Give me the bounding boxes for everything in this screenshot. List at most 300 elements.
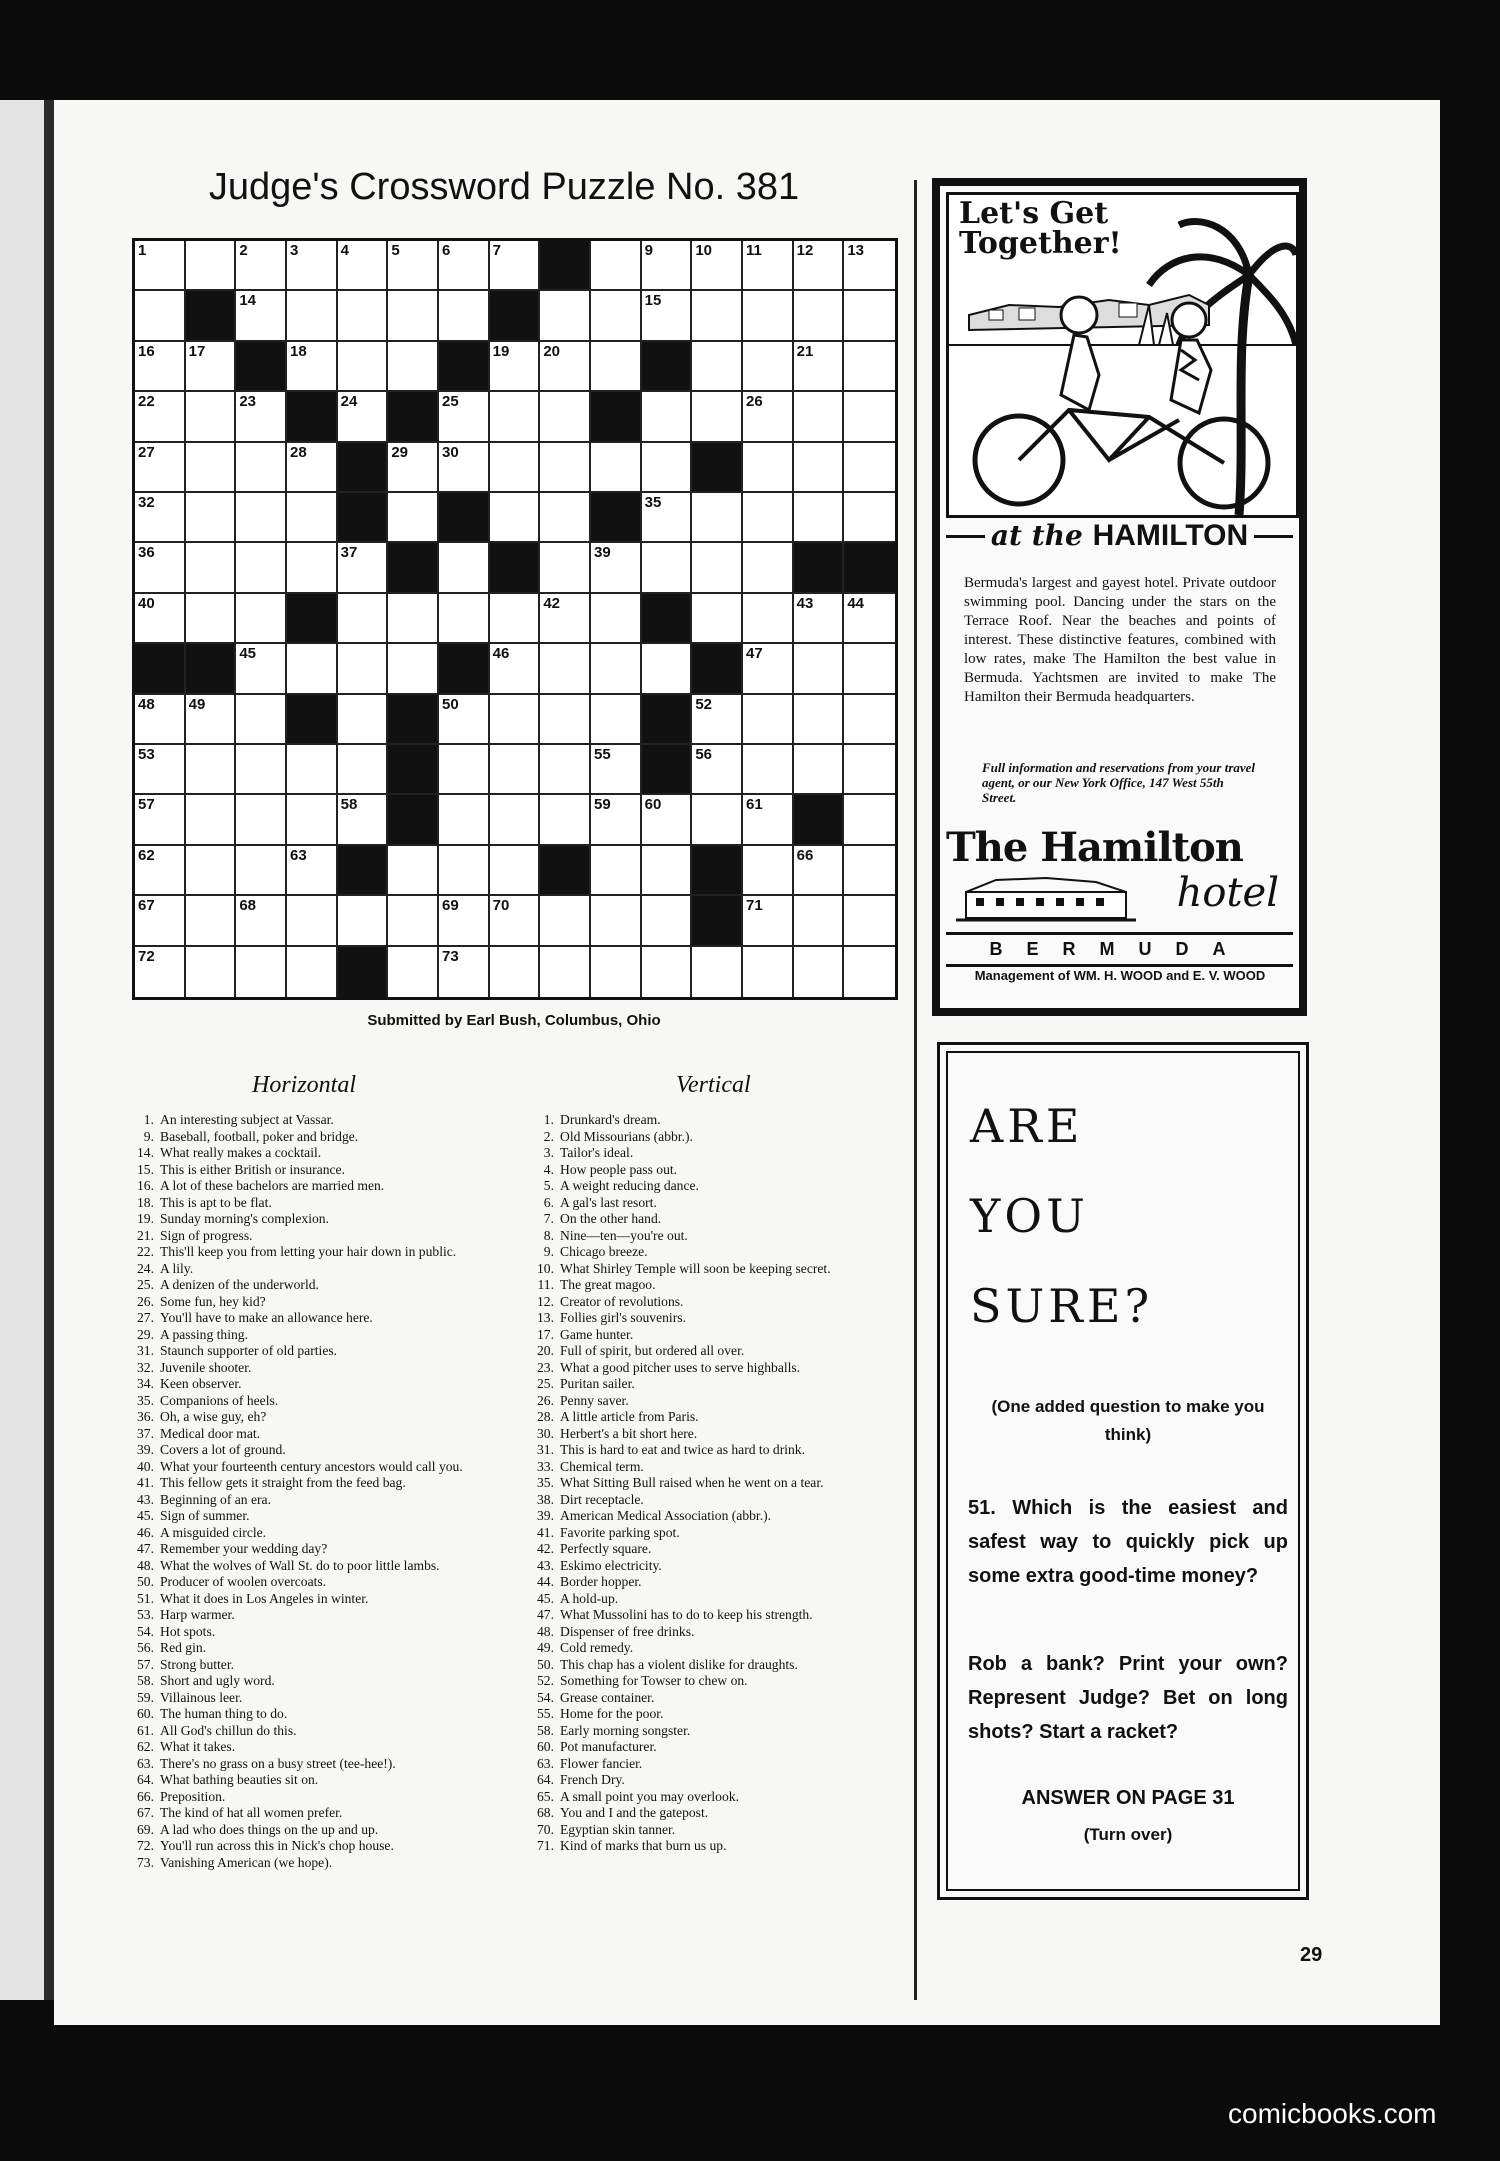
grid-cell <box>236 644 287 694</box>
clue-item-number: 39. <box>537 1508 554 1523</box>
clue-item <box>530 1162 970 1179</box>
clue-item-number: 43. <box>537 1557 554 1573</box>
grid-cell <box>642 947 693 997</box>
clue-item-text: Puritan sailer. <box>560 1376 635 1391</box>
clue-number: 25 <box>442 393 459 411</box>
site-watermark: comicbooks.com <box>1228 2098 1437 2129</box>
clue-number: 60 <box>644 796 662 814</box>
grid-cell <box>642 795 693 845</box>
grid-block <box>490 291 541 341</box>
grid-cell <box>287 846 338 896</box>
grid-cell <box>540 795 591 845</box>
clue-item <box>130 1409 566 1426</box>
grid-cell <box>591 342 642 392</box>
grid-cell <box>844 291 895 341</box>
puzzle-title: Judge's Crossword Puzzle No. 381 <box>208 166 800 208</box>
grid-cell <box>236 493 287 543</box>
clue-number: 15 <box>644 292 662 310</box>
grid-cell <box>692 543 743 593</box>
grid-block <box>642 342 693 392</box>
clue-item-text: You and I and the gatepost. <box>560 1805 709 1820</box>
clue-item-text: Follies girl's souvenirs. <box>560 1310 686 1325</box>
strap-text <box>991 519 1248 553</box>
clue-item-number: 59. <box>137 1689 154 1705</box>
are-you-sure-ad <box>937 1042 1309 1900</box>
clue-item <box>530 1525 970 1542</box>
clue-number: 59 <box>594 796 611 814</box>
grid-cell <box>642 291 693 341</box>
grid-cell <box>439 795 490 845</box>
clue-item <box>530 1277 970 1294</box>
grid-cell <box>186 795 237 845</box>
clue-item <box>530 1607 970 1624</box>
clue-item-text: Strong butter. <box>160 1656 235 1672</box>
clue-item-number: 65. <box>537 1788 554 1804</box>
clue-number: 12 <box>796 242 814 259</box>
headline-line-1: Let's Get <box>959 196 1109 231</box>
clue-item <box>130 1789 566 1806</box>
clue-item-number: 72. <box>137 1838 154 1853</box>
clue-item-text: Preposition. <box>160 1788 226 1804</box>
clue-item-text: French Dry. <box>560 1772 625 1787</box>
clue-item <box>130 1376 566 1393</box>
grid-cell <box>743 745 794 795</box>
clue-item-text: Some fun, hey kid? <box>160 1293 266 1309</box>
grid-cell <box>743 493 794 543</box>
brand-name: The Hamilton <box>946 824 1243 871</box>
clue-item-text: Favorite parking spot. <box>560 1524 680 1540</box>
clue-item <box>130 1211 566 1228</box>
clue-item-text: Kind of marks that burn us up. <box>560 1838 727 1853</box>
clue-item-number: 56. <box>137 1640 154 1655</box>
clue-item <box>130 1508 566 1525</box>
clue-item <box>530 1723 970 1740</box>
grid-block <box>186 644 237 694</box>
clue-item-number: 7. <box>543 1211 554 1226</box>
clue-item-number: 13. <box>537 1310 554 1325</box>
clue-item-text: This fellow gets it straight from the feed bag. <box>160 1475 406 1490</box>
clue-item-text: Red gin. <box>160 1640 207 1655</box>
grid-cell <box>338 896 389 946</box>
grid-cell <box>439 947 490 997</box>
grid-cell <box>743 392 794 442</box>
grid-cell <box>794 695 845 745</box>
clue-item <box>530 1178 970 1195</box>
clue-item-text: Drunkard's dream. <box>560 1112 661 1127</box>
clue-number: 1 <box>138 242 147 259</box>
clue-number: 39 <box>594 544 611 562</box>
grid-block <box>287 695 338 745</box>
clue-item-text: A gal's last resort. <box>560 1194 657 1210</box>
grid-block <box>844 543 895 593</box>
clue-item-text: A little article from Paris. <box>560 1409 699 1424</box>
clue-item-number: 71. <box>537 1838 554 1853</box>
clue-item-text: A denizen of the underworld. <box>160 1277 319 1292</box>
ad-question: 51. Which is the easiest and safest way to quickly pick up some extra good-time money? <box>968 1497 1288 1587</box>
grid-cell <box>388 846 439 896</box>
grid-block <box>388 392 439 442</box>
clue-item-number: 22. <box>137 1244 154 1259</box>
grid-cell <box>135 392 186 442</box>
clue-item-text: A lily. <box>160 1260 194 1276</box>
grid-cell <box>743 543 794 593</box>
clue-number: 40 <box>138 594 155 612</box>
clue-number: 17 <box>188 342 206 360</box>
clue-number: 3 <box>290 242 299 259</box>
grid-cell <box>844 241 895 291</box>
clue-number: 7 <box>492 242 501 259</box>
grid-cell <box>186 392 237 442</box>
grid-cell <box>439 291 490 341</box>
grid-cell <box>135 543 186 593</box>
grid-cell <box>287 896 338 946</box>
clue-item-text: What it does in Los Angeles in winter. <box>160 1590 369 1606</box>
ad-body-text: Bermuda's largest and gayest hotel. Private outdoor swimming pool. Dancing under the stars on the Terrace Roof. Near the beaches and points of interest. These distinctive features, combined with low rates, make The Hamilton the best value in Bermuda. Yachtsmen are invited to make The Hamilton their Bermuda headquarters. <box>964 575 1276 705</box>
grid-cell <box>388 443 439 493</box>
clue-item <box>530 1294 970 1311</box>
grid-cell <box>287 644 338 694</box>
clue-item-number: 55. <box>537 1706 554 1721</box>
grid-cell <box>540 644 591 694</box>
clue-item-text: Flower fancier. <box>560 1755 643 1771</box>
clue-item <box>530 1393 970 1410</box>
clue-item-number: 36. <box>137 1409 154 1424</box>
grid-cell <box>439 846 490 896</box>
clue-item-number: 41. <box>137 1475 154 1490</box>
grid-block <box>490 543 541 593</box>
clue-item-text: A lot of these bachelors are married men. <box>160 1178 385 1193</box>
clue-item-text: Game hunter. <box>560 1326 634 1342</box>
grid-cell <box>692 594 743 644</box>
grid-cell <box>338 392 389 442</box>
grid-block <box>692 846 743 896</box>
clue-item <box>130 1393 566 1410</box>
grid-cell <box>186 543 237 593</box>
clue-item-number: 32. <box>137 1359 154 1375</box>
clue-item-number: 47. <box>137 1541 154 1556</box>
grid-cell <box>186 493 237 543</box>
grid-cell <box>490 241 541 291</box>
grid-cell <box>540 543 591 593</box>
clue-item-number: 58. <box>137 1673 154 1688</box>
grid-cell <box>591 241 642 291</box>
clue-number: 48 <box>138 695 155 713</box>
clue-item-number: 9. <box>543 1244 554 1259</box>
grid-cell <box>743 241 794 291</box>
clue-item-text: Perfectly square. <box>560 1541 652 1556</box>
clue-item <box>130 1541 566 1558</box>
grid-cell <box>439 543 490 593</box>
grid-cell <box>844 947 895 997</box>
clue-item <box>130 1360 566 1377</box>
grid-block <box>591 392 642 442</box>
clue-item-text: Border hopper. <box>560 1574 642 1589</box>
clue-item-number: 30. <box>537 1425 554 1441</box>
grid-cell <box>388 291 439 341</box>
clue-number: 44 <box>847 594 865 612</box>
clue-number: 18 <box>290 342 307 360</box>
clue-number: 32 <box>138 494 155 511</box>
clue-number: 57 <box>138 796 155 814</box>
clue-item-text: You'll have to make an allowance here. <box>160 1310 373 1325</box>
grid-block <box>642 695 693 745</box>
clue-item-number: 41. <box>537 1524 554 1540</box>
grid-cell <box>287 543 338 593</box>
clue-item <box>530 1475 970 1492</box>
clue-item-text: Vanishing American (we hope). <box>160 1854 333 1870</box>
clue-item <box>530 1640 970 1657</box>
clue-item <box>130 1640 566 1657</box>
clue-item-text: Keen observer. <box>160 1376 242 1391</box>
grid-cell <box>844 443 895 493</box>
grid-cell <box>236 241 287 291</box>
grid-cell <box>236 745 287 795</box>
clue-item <box>130 1310 566 1327</box>
clue-number: 28 <box>290 443 307 461</box>
clue-item-number: 25. <box>537 1376 554 1391</box>
clue-number: 50 <box>442 695 459 713</box>
clue-item-number: 9. <box>143 1128 154 1144</box>
vertical-heading: Vertical <box>676 1072 751 1098</box>
clue-item <box>130 1574 566 1591</box>
grid-cell <box>388 644 439 694</box>
grid-cell <box>642 241 693 291</box>
clue-item-text: The great magoo. <box>560 1277 656 1292</box>
clue-item-text: What the wolves of Wall St. do to poor little lambs. <box>160 1557 440 1573</box>
grid-block <box>540 846 591 896</box>
grid-cell <box>135 795 186 845</box>
grid-cell <box>186 695 237 745</box>
grid-cell <box>135 695 186 745</box>
clue-number: 5 <box>391 242 400 259</box>
clue-number: 27 <box>138 443 155 461</box>
clue-item <box>530 1690 970 1707</box>
clue-number: 26 <box>746 393 763 411</box>
clue-item <box>530 1624 970 1641</box>
clue-item-text: Penny saver. <box>560 1392 629 1408</box>
grid-cell <box>490 644 541 694</box>
clue-item <box>530 1558 970 1575</box>
clue-number: 71 <box>746 897 763 915</box>
grid-cell <box>287 745 338 795</box>
clue-item-number: 58. <box>537 1722 554 1738</box>
grid-block <box>388 695 439 745</box>
clue-item-text: Sunday morning's complexion. <box>160 1211 329 1226</box>
grid-cell <box>844 594 895 644</box>
clue-number: 16 <box>138 342 155 360</box>
grid-cell <box>794 594 845 644</box>
clue-item-text: Tailor's ideal. <box>560 1145 634 1160</box>
clue-item-text: Nine—ten—you're out. <box>560 1227 688 1243</box>
clue-item <box>130 1244 566 1261</box>
grid-cell <box>743 342 794 392</box>
clue-item-number: 33. <box>537 1458 554 1474</box>
clue-item-number: 35. <box>537 1475 554 1490</box>
clue-item-number: 1. <box>143 1112 154 1127</box>
grid-cell <box>388 241 439 291</box>
clue-item-number: 48. <box>137 1557 154 1573</box>
grid-cell <box>135 291 186 341</box>
clue-number: 19 <box>492 342 510 360</box>
clue-number: 70 <box>492 897 510 915</box>
grid-cell <box>844 644 895 694</box>
clue-item-text: Chicago breeze. <box>560 1244 648 1259</box>
grid-cell <box>388 493 439 543</box>
clue-item-text: A small point you may overlook. <box>560 1788 739 1804</box>
clue-item-number: 54. <box>137 1623 154 1639</box>
grid-cell <box>591 291 642 341</box>
grid-cell <box>540 443 591 493</box>
grid-cell <box>236 846 287 896</box>
grid-cell <box>135 493 186 543</box>
grid-cell <box>642 644 693 694</box>
grid-cell <box>794 392 845 442</box>
clue-item <box>530 1327 970 1344</box>
clue-item <box>130 1838 566 1855</box>
clue-item-number: 69. <box>137 1821 154 1837</box>
grid-cell <box>743 846 794 896</box>
grid-cell <box>591 695 642 745</box>
clue-item-text: Creator of revolutions. <box>560 1293 684 1309</box>
clue-item-number: 48. <box>537 1623 554 1639</box>
grid-cell <box>794 644 845 694</box>
clue-item <box>530 1805 970 1822</box>
grid-cell <box>540 695 591 745</box>
grid-cell <box>591 947 642 997</box>
grid-cell <box>844 896 895 946</box>
clue-item-number: 63. <box>137 1755 154 1771</box>
grid-cell <box>490 594 541 644</box>
clue-item-text: This is hard to eat and twice as hard to drink. <box>560 1442 805 1457</box>
grid-cell <box>844 795 895 845</box>
clue-number: 22 <box>138 393 155 411</box>
clue-item-text: Egyptian skin tanner. <box>560 1821 676 1837</box>
grid-cell <box>287 291 338 341</box>
grid-cell <box>591 745 642 795</box>
hamilton-hotel-ad <box>932 178 1307 1016</box>
clue-item <box>130 1492 566 1509</box>
grid-cell <box>287 443 338 493</box>
clue-number: 58 <box>340 796 358 814</box>
clue-item-text: Old Missourians (abbr.). <box>560 1128 693 1144</box>
clue-item <box>530 1376 970 1393</box>
clue-number: 4 <box>340 242 349 259</box>
grid-cell <box>338 241 389 291</box>
clue-item-number: 60. <box>537 1739 554 1754</box>
grid-cell <box>490 947 541 997</box>
grid-cell <box>439 241 490 291</box>
grid-cell <box>540 392 591 442</box>
vertical-clue-list <box>530 1112 970 1855</box>
ad-subtitle: (One added question to make you think) <box>991 1397 1265 1444</box>
clue-item-number: 15. <box>137 1161 154 1177</box>
clue-item <box>130 1706 566 1723</box>
grid-block <box>642 594 693 644</box>
clue-item-number: 18. <box>137 1194 154 1210</box>
grid-cell <box>794 846 845 896</box>
grid-cell <box>692 493 743 543</box>
grid-cell <box>287 241 338 291</box>
clue-item <box>530 1492 970 1509</box>
clue-item-text: Cold remedy. <box>560 1640 634 1655</box>
grid-cell <box>743 795 794 845</box>
grid-block <box>794 543 845 593</box>
grid-block <box>287 594 338 644</box>
grid-cell <box>236 543 287 593</box>
grid-block <box>794 795 845 845</box>
clue-item <box>130 1822 566 1839</box>
clue-item-text: An interesting subject at Vassar. <box>160 1112 334 1127</box>
clue-number: 62 <box>138 846 155 864</box>
clue-item-number: 27. <box>137 1310 154 1325</box>
column-divider <box>914 180 917 2000</box>
clue-item-number: 45. <box>137 1508 154 1523</box>
grid-cell <box>186 896 237 946</box>
grid-cell <box>388 594 439 644</box>
horizontal-heading: Horizontal <box>252 1072 357 1098</box>
ad-info-text: Full information and reservations from your travel agent, or our New York Office, 147 West 55th Street. <box>982 760 1256 805</box>
clue-item <box>130 1739 566 1756</box>
grid-cell <box>591 594 642 644</box>
clue-number: 55 <box>594 746 611 763</box>
grid-cell <box>186 947 237 997</box>
grid-cell <box>591 443 642 493</box>
clue-item-text: A passing thing. <box>160 1326 248 1342</box>
clue-item-number: 10. <box>537 1260 554 1276</box>
grid-cell <box>135 342 186 392</box>
clue-item <box>130 1162 566 1179</box>
clue-item <box>130 1178 566 1195</box>
clue-item <box>530 1360 970 1377</box>
clue-item <box>530 1145 970 1162</box>
grid-cell <box>743 291 794 341</box>
clue-number: 35 <box>644 494 662 511</box>
clue-item-number: 51. <box>137 1590 154 1606</box>
clue-item <box>130 1475 566 1492</box>
clue-item-text: Covers a lot of ground. <box>160 1442 286 1457</box>
grid-cell <box>439 392 490 442</box>
clue-item-number: 54. <box>537 1689 554 1705</box>
grid-cell <box>388 342 439 392</box>
clue-item <box>130 1129 566 1146</box>
clue-item-number: 5. <box>543 1178 554 1193</box>
grid-block <box>236 342 287 392</box>
clue-item-number: 17. <box>537 1326 554 1342</box>
grid-block <box>692 896 743 946</box>
clue-item-text: Dirt receptacle. <box>560 1491 644 1507</box>
grid-cell <box>186 846 237 896</box>
clue-item-number: 16. <box>137 1178 154 1193</box>
grid-cell <box>236 443 287 493</box>
grid-cell <box>540 896 591 946</box>
grid-cell <box>287 947 338 997</box>
clue-item-text: On the other hand. <box>560 1211 662 1226</box>
clue-item-number: 37. <box>137 1425 154 1441</box>
clue-item <box>130 1756 566 1773</box>
ad-options: Rob a bank? Print your own? Represent Judge? Bet on long shots? Start a racket? <box>968 1653 1288 1743</box>
clue-item-text: What Mussolini has to do to keep his strength. <box>560 1607 813 1622</box>
clue-item-text: All God's chillun do this. <box>160 1722 297 1738</box>
clue-item-number: 14. <box>137 1145 154 1160</box>
clue-item-number: 50. <box>137 1574 154 1589</box>
clue-item-number: 29. <box>137 1326 154 1342</box>
clue-item-text: Home for the poor. <box>560 1706 664 1721</box>
grid-cell <box>287 493 338 543</box>
clue-item-text: Chemical term. <box>560 1458 644 1474</box>
clue-item-text: Short and ugly word. <box>160 1673 275 1688</box>
grid-cell <box>591 644 642 694</box>
clue-number: 46 <box>492 645 510 663</box>
